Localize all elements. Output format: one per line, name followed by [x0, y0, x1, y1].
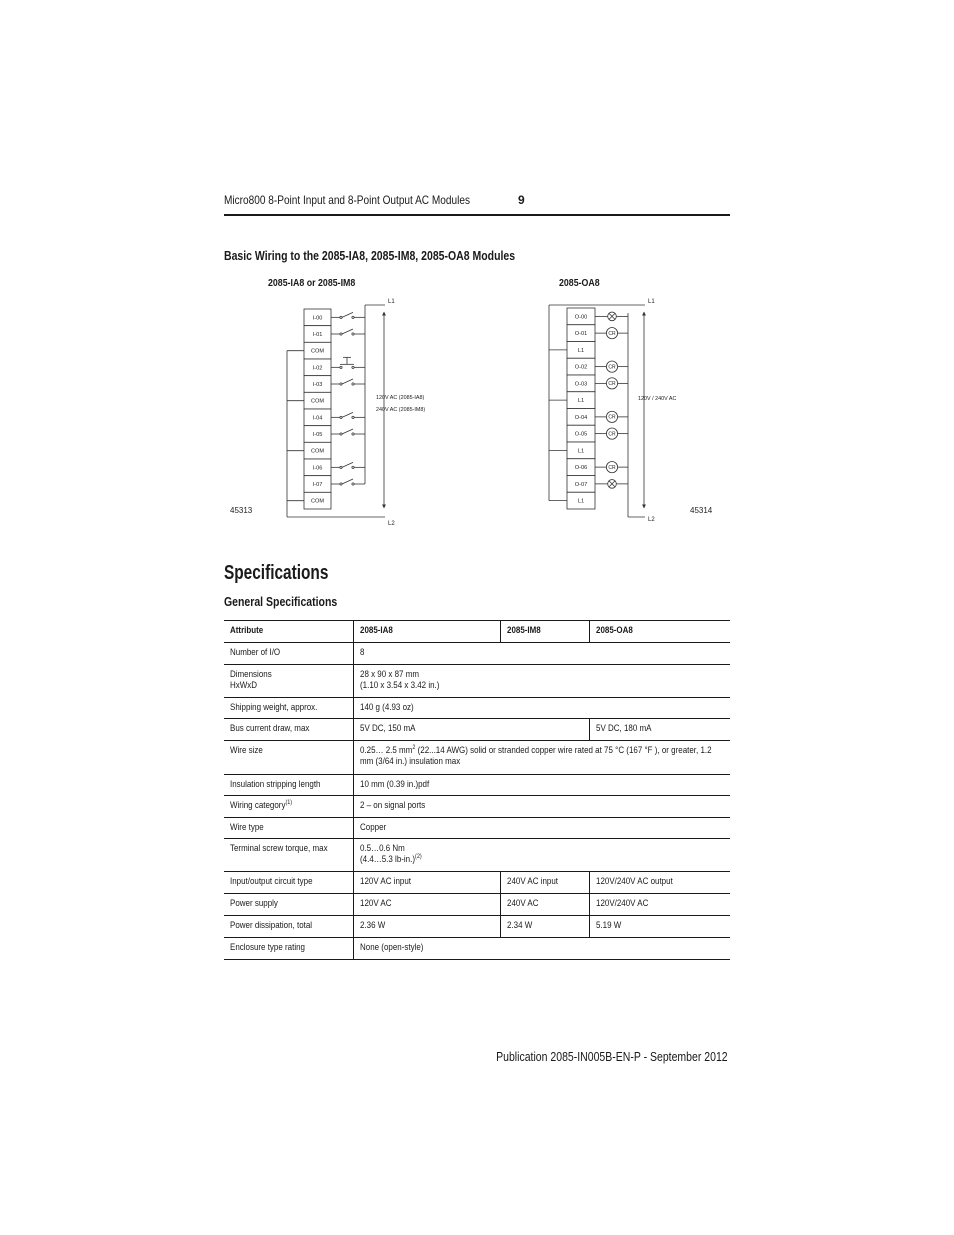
- value-text: 5V DC, 150 mA: [359, 723, 415, 734]
- terminal-label: I-07: [312, 482, 323, 488]
- value-line: 0.5…0.6 Nm: [359, 843, 405, 854]
- value-cell: [353, 839, 730, 872]
- value-text: 8: [359, 647, 364, 658]
- relay-coil-label: CR: [608, 330, 616, 337]
- value-cell: [353, 818, 730, 839]
- switch-contact: [342, 329, 353, 334]
- column-header: [224, 621, 353, 643]
- value-text: None (open-style): [359, 942, 423, 953]
- switch-terminal-dot: [340, 333, 342, 335]
- terminal-label: O-01: [574, 331, 588, 338]
- attribute-text: Bus current draw, max: [230, 723, 310, 734]
- value-text: 2.36 W: [359, 920, 385, 931]
- value-cell: [589, 872, 730, 894]
- terminal-label: I-02: [312, 365, 323, 372]
- column-header-text: 2085-OA8: [595, 625, 633, 636]
- column-header-text: Attribute: [230, 625, 264, 636]
- attribute-text: Power supply: [230, 898, 278, 909]
- value-line: [360, 854, 724, 865]
- switch-terminal-dot: [352, 433, 354, 435]
- terminal-label: COM: [310, 398, 325, 405]
- value-text: 240V AC input: [506, 876, 558, 887]
- value-text: 2 – on signal ports: [359, 800, 425, 811]
- superscript: 2: [411, 743, 415, 751]
- attribute-cell: [224, 872, 353, 894]
- value-text: [360, 843, 724, 865]
- switch-terminal-dot: [340, 433, 342, 435]
- relay-coil-label: CR: [608, 381, 616, 388]
- terminal-label: I-05: [312, 432, 323, 438]
- voltage-label: 240V AC (2085-IM8): [376, 407, 426, 413]
- attribute-cell: [224, 916, 353, 938]
- value-text: [360, 669, 724, 691]
- switch-terminal-dot: [352, 383, 354, 385]
- general-specifications-title: [224, 595, 359, 610]
- value-text: 10 mm (0.39 in.)pdf: [359, 779, 429, 790]
- switch-contact: [342, 429, 353, 434]
- specifications-title: [224, 561, 360, 585]
- terminal-label: I-04: [312, 415, 323, 422]
- terminal-label: O-07: [574, 481, 588, 488]
- figure-number: 45314: [690, 506, 713, 515]
- column-header: [500, 621, 589, 643]
- attribute-cell: [224, 719, 353, 741]
- relay-coil-label: CR: [608, 364, 616, 371]
- value-cell: [500, 916, 589, 938]
- attribute-text: Wire type: [230, 822, 264, 833]
- value-text: 140 g (4.93 oz): [359, 702, 414, 713]
- wiring-heading-text: Basic Wiring to the 2085-IA8, 2085-IM8, 2085-OA8 Modules: [224, 249, 516, 263]
- page-number: 9: [518, 193, 525, 207]
- l1-label: L1: [388, 299, 395, 305]
- relay-coil-label: CR: [608, 464, 616, 471]
- value-text: 5V DC, 180 mA: [595, 723, 651, 734]
- terminal-label: L1: [577, 448, 585, 455]
- input-diagram-title-text: 2085-IA8 or 2085-IM8: [268, 277, 356, 289]
- attribute-line: HxWxD: [230, 680, 258, 691]
- terminal-label: O-05: [574, 431, 588, 438]
- switch-terminal-dot: [352, 416, 354, 418]
- table-row: [224, 741, 730, 775]
- attribute-cell: [224, 938, 353, 960]
- attribute-cell: [224, 839, 353, 872]
- output-wiring-diagram: [549, 299, 713, 523]
- value-cell: [353, 872, 500, 894]
- l1-label: L1: [648, 299, 655, 305]
- terminal-label: O-03: [574, 381, 588, 388]
- column-header-text: 2085-IM8: [506, 625, 541, 636]
- terminal-label: L1: [577, 347, 585, 354]
- terminal-label: L1: [577, 398, 585, 405]
- terminal-label: I-06: [312, 465, 323, 472]
- table-row: [224, 894, 730, 916]
- value-cell: [353, 719, 589, 741]
- value-text: 5.19 W: [595, 920, 621, 931]
- value-cell: [353, 938, 730, 960]
- attribute-cell: [224, 775, 353, 796]
- table-row: [224, 665, 730, 698]
- output-diagram-title: [559, 277, 607, 290]
- value-text: 120V AC input: [359, 876, 411, 887]
- switch-contact: [342, 379, 353, 384]
- attribute-text: Input/output circuit type: [230, 876, 313, 887]
- value-text: [360, 745, 724, 767]
- switch-terminal-dot: [352, 333, 354, 335]
- relay-coil-label: CR: [608, 431, 616, 438]
- attribute-text: Wire size: [230, 745, 263, 756]
- value-text: Copper: [359, 822, 386, 833]
- attribute-cell: [224, 741, 353, 775]
- table-row: [224, 839, 730, 872]
- publication-footer-text: Publication 2085-IN005B-EN-P - September 2012: [496, 1050, 728, 1064]
- table-row: [224, 938, 730, 960]
- attribute-text: Insulation stripping length: [230, 779, 321, 790]
- terminal-label: O-04: [574, 414, 588, 421]
- input-diagram-title: [268, 277, 372, 290]
- value-part: (22...14 AWG) solid or stranded copper wire rated at 75 °C (167 °F ), or greater, 1.2 mm (3/64 in.) insulation max: [359, 745, 712, 767]
- terminal-label: I-00: [312, 315, 323, 322]
- value-cell: [589, 719, 730, 741]
- table-row: [224, 719, 730, 741]
- terminal-label: COM: [310, 498, 325, 505]
- table-row: [224, 916, 730, 938]
- terminal-label: L1: [577, 498, 585, 505]
- terminal-label: COM: [310, 348, 325, 355]
- table-row: [224, 775, 730, 796]
- switch-terminal-dot: [352, 316, 354, 318]
- table-row: [224, 818, 730, 839]
- column-header: [353, 621, 500, 643]
- running-title-text: Micro800 8-Point Input and 8-Point Output AC Modules: [224, 193, 470, 207]
- attribute-cell: [224, 643, 353, 665]
- value-cell: [353, 741, 730, 775]
- voltage-label: 120V / 240V AC: [638, 396, 677, 402]
- terminal-label: O-00: [574, 314, 588, 321]
- value-cell: [353, 643, 730, 665]
- attribute-text: Power dissipation, total: [230, 920, 313, 931]
- switch-contact: [342, 479, 353, 484]
- attribute-text: [230, 669, 346, 691]
- value-text: 120V/240V AC output: [595, 876, 673, 887]
- switch-contact: [342, 462, 353, 467]
- attribute-text: Enclosure type rating: [230, 942, 305, 953]
- terminal-label: O-02: [574, 364, 588, 371]
- footnote-ref-1: (1): [285, 798, 293, 806]
- value-cell: [500, 894, 589, 916]
- attribute-text: Terminal screw torque, max: [230, 843, 328, 854]
- l2-label: L2: [648, 517, 655, 523]
- switch-contact: [342, 412, 353, 417]
- attribute-line: Dimensions: [230, 669, 272, 680]
- attribute-text: Shipping weight, approx.: [230, 702, 318, 713]
- switch-terminal-dot: [352, 366, 354, 368]
- attribute-cell: [224, 665, 353, 698]
- attribute-cell: [224, 818, 353, 839]
- value-cell: [353, 698, 730, 719]
- general-specifications-title-text: General Specifications: [224, 595, 338, 609]
- attribute-cell: [224, 698, 353, 719]
- switch-terminal-dot: [340, 316, 342, 318]
- column-header: [589, 621, 730, 643]
- switch-terminal-dot: [340, 383, 342, 385]
- attribute-text: Number of I/O: [230, 647, 281, 658]
- table-row: [224, 872, 730, 894]
- value-text: 120V/240V AC: [595, 898, 648, 909]
- table-row: [224, 796, 730, 818]
- value-part: (4.4…5.3 lb-in.): [359, 854, 415, 865]
- value-part: 0.25… 2.5 mm: [359, 745, 412, 756]
- value-cell: [589, 916, 730, 938]
- relay-coil-label: CR: [608, 414, 616, 421]
- value-line: 28 x 90 x 87 mm: [359, 669, 419, 680]
- l2-label: L2: [388, 521, 395, 527]
- publication-footer: [452, 1050, 728, 1065]
- value-text: 2.34 W: [506, 920, 532, 931]
- specifications-title-text: Specifications: [224, 562, 329, 584]
- value-cell: [500, 872, 589, 894]
- table-header-row: [224, 621, 730, 643]
- terminal-label: O-06: [574, 465, 588, 472]
- wiring-diagrams: [0, 0, 954, 540]
- terminal-label: COM: [310, 448, 325, 455]
- value-line: (1.10 x 3.54 x 3.42 in.): [359, 680, 439, 691]
- value-text: 240V AC: [506, 898, 538, 909]
- value-cell: [353, 796, 730, 818]
- switch-terminal-dot: [340, 366, 342, 368]
- output-diagram-title-text: 2085-OA8: [559, 277, 600, 289]
- footnote-ref-2: (2): [414, 852, 422, 860]
- figure-number: 45313: [230, 506, 253, 515]
- table-row: [224, 698, 730, 719]
- switch-terminal-dot: [352, 466, 354, 468]
- attribute-cell: [224, 894, 353, 916]
- switch-terminal-dot: [352, 483, 354, 485]
- value-cell: [353, 894, 500, 916]
- value-cell: [589, 894, 730, 916]
- attribute-text: [230, 800, 346, 811]
- terminal-label: I-01: [312, 332, 323, 338]
- switch-terminal-dot: [340, 466, 342, 468]
- input-wiring-diagram: [230, 299, 425, 527]
- attribute-part: Wiring category: [230, 800, 286, 811]
- terminal-label: I-03: [312, 382, 323, 388]
- value-text: 120V AC: [359, 898, 391, 909]
- general-specifications-table: [224, 620, 730, 960]
- switch-terminal-dot: [340, 483, 342, 485]
- switch-contact: [342, 312, 353, 317]
- table-row: [224, 643, 730, 665]
- value-cell: [353, 775, 730, 796]
- switch-terminal-dot: [340, 416, 342, 418]
- column-header-text: 2085-IA8: [359, 625, 393, 636]
- voltage-label: 120V AC (2085-IA8): [376, 395, 425, 401]
- value-cell: [353, 916, 500, 938]
- value-cell: [353, 665, 730, 698]
- attribute-cell: [224, 796, 353, 818]
